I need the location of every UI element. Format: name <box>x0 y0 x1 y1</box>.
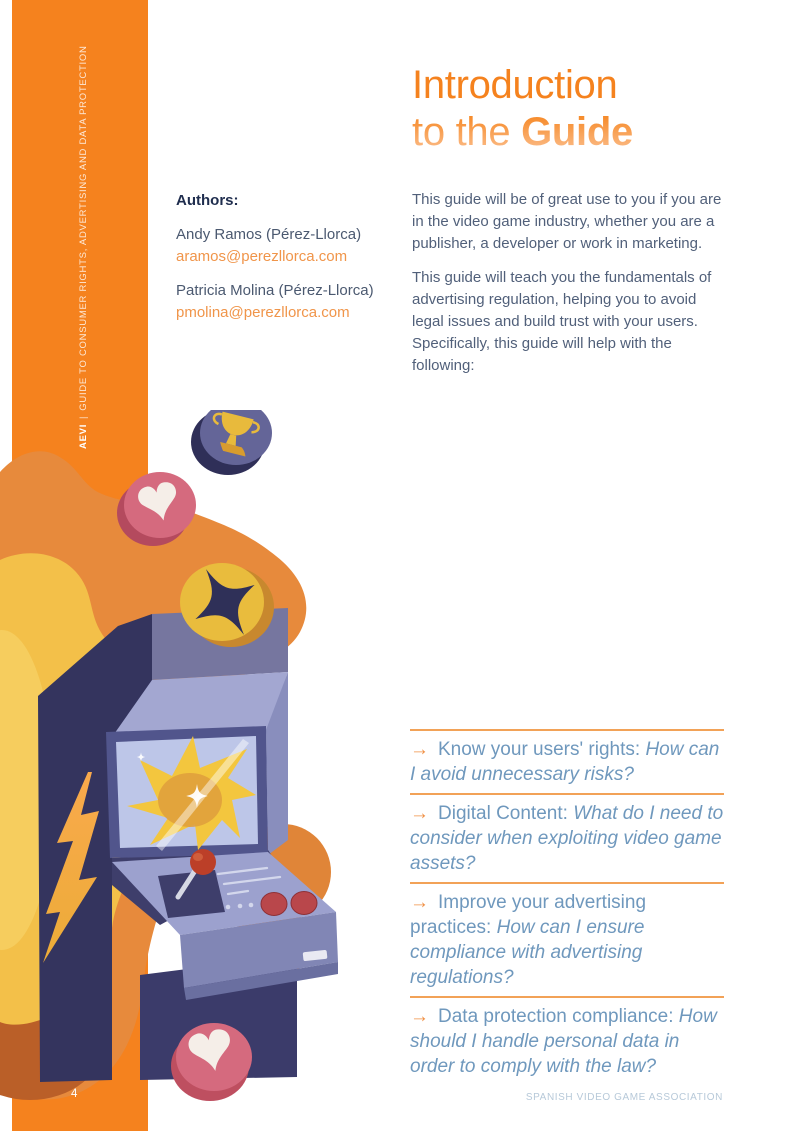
intro-paragraph: This guide will teach you the fundamentals of advertising regulation, helping you to avoid legal issues and build trust with your users. Specifically, this guide will help with the following: <box>412 269 712 374</box>
intro-text <box>412 189 732 389</box>
arrow-right-icon: → <box>410 1006 429 1027</box>
author-entry <box>176 280 406 323</box>
trophy-coin-icon <box>191 410 272 475</box>
title-guide-bold: Guide <box>521 110 633 154</box>
authors-block <box>176 190 406 336</box>
author-name: Patricia Molina (Pérez-Llorca) <box>176 282 374 299</box>
arrow-right-icon: → <box>410 803 429 824</box>
footer-association-text: SPANISH VIDEO GAME ASSOCIATION <box>525 1092 723 1103</box>
topic-label: Improve your advertising practices: <box>410 892 647 938</box>
arrow-right-icon: → <box>410 739 429 760</box>
page-number: 4 <box>71 1088 78 1100</box>
author-entry <box>176 224 406 267</box>
title-line1: Introduction <box>412 63 618 107</box>
topic-question: How can I avoid unnecessary risks? <box>410 739 720 785</box>
title-line2: to the Guide <box>412 110 633 154</box>
topic-item <box>410 996 724 1079</box>
author-name: Andy Ramos (Pérez-Llorca) <box>176 226 362 243</box>
brand-text: AEVI <box>78 423 89 449</box>
authors-heading: Authors: <box>176 192 239 209</box>
intro-paragraph: This guide will be of great use to you if you are in the video game industry, whether you are a publisher, a developer or work in marketing. <box>412 191 722 252</box>
topic-item <box>410 882 724 990</box>
topics-list <box>410 729 724 1085</box>
page-title <box>412 62 633 156</box>
topic-label: Data protection compliance: <box>438 1006 674 1027</box>
author-email-link[interactable]: aramos@perezllorca.com <box>176 248 348 265</box>
separator: | <box>78 415 89 419</box>
sidebar-vertical-caption <box>78 45 89 449</box>
topic-question: What do I need to consider when exploiting video game assets? <box>410 803 724 874</box>
topic-item <box>410 793 724 876</box>
topic-label: Know your users' rights: <box>438 739 641 760</box>
arcade-illustration <box>0 410 460 1131</box>
topic-question: How should I handle personal data in order to comply with the law? <box>410 1006 717 1077</box>
sidebar-tagline: GUIDE TO CONSUMER RIGHTS, ADVERTISING AND DATA PROTECTION <box>78 45 89 411</box>
topic-item <box>410 729 724 787</box>
arrow-right-icon: → <box>410 892 429 913</box>
topic-question: How can I ensure compliance with advertising regulations? <box>410 917 645 988</box>
author-email-link[interactable]: pmolina@perezllorca.com <box>176 304 350 321</box>
topic-label: Digital Content: <box>438 803 568 824</box>
